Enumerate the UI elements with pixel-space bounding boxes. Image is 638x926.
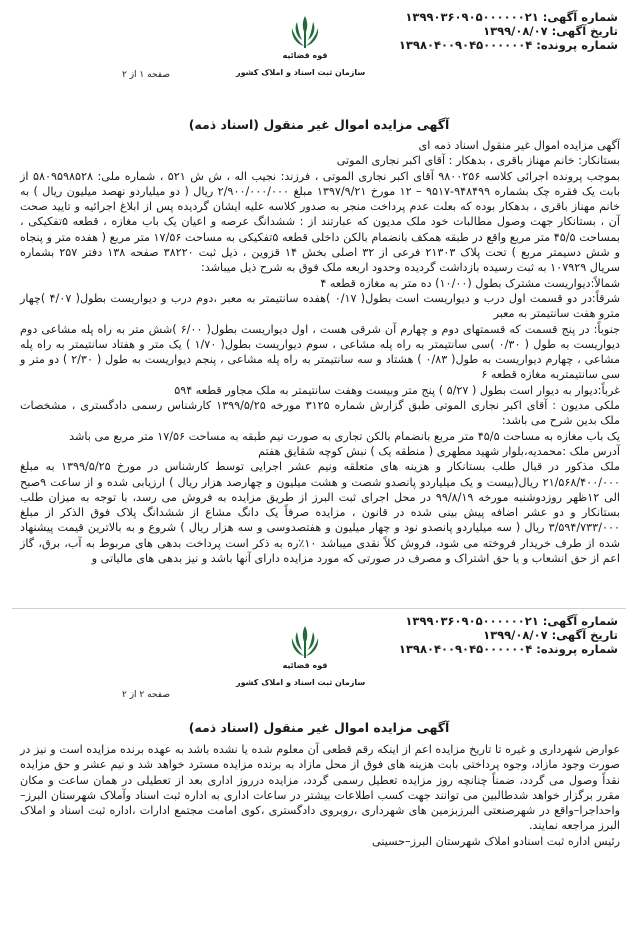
logo-org-name: قوه قضائیه <box>282 51 328 60</box>
notice1-paragraph: بموجب پرونده اجرائی کلاسه ۹۸۰۰۲۵۶ آقای اکبر نجاری الموتی ، فرزند: نجیب اله ، ش ش ۵۲۱ ، شماره ملی: ۵۸۰۹۵۹۸۵۲۸ از بابت یک فقره چک بشماره ۹۴۸۴۹۹-۹۵۱۷ – ۱۲ مورخ ۱۳۹۷/۹/۲۱ مبلغ ۲/۹۰۰/۰۰۰/۰۰۰ ریال ( دو میلیاردو نهصد میلیون ریال ) به خانم مهناز باقری ، بدهکار بوده که بعلت عدم پرداخت منجر به صدور کلاسه علیه ایشان گردیده پس از ابلاغ اجرائیه و تایید صحت آن ، بستانکار جهت وصول مطالبات خود ملک مدیون که عبارتند از : ششدانگ عرصه و اعیان یک باب مغازه ، قطعه ۵تفکیکی ، بمساحت ۴۵/۵ متر مربع واقع در طبقه همکف بانضمام بالکن داخلی قطعه ۵تفکیکی به مساحت ۱۷/۵۶ متر مربع ( هفده متر و پنجاه و شش دسیمتر مربع ) تحت پلاک ۲۱۳۰۳ فرعی از ۳۲ اصلی بخش ۱۴ قزوین ، ذیل ثبت ۳۸۲۲۰ صفحه ۱۳۸ دفتر ۲۵۷ بشماره سریال ۱۰۷۹۲۹ به ثبت رسیده بازداشت گردیده وحدود اربعه ملک فوق به شرح ذیل میباشد: <box>20 169 621 275</box>
notice2-paragraph: عوارض شهرداری و غیره تا تاریخ مزایده اعم از اینکه رقم قطعی آن معلوم شده یا نشده باشد به عهده برنده مزایده است و نیز در صورت وجود مازاد، وجوه پرداختی بابت هزینه های فوق از محل مازاد به برنده مزایده مسترد خواهد شد و نیم عشر و حق مزایده نقداً وصول می گردد، ضمناً چنانچه روز مزایده تعطیل رسمی گردد، مزایده درروز اداری بعد از تعطیلی در همان ساعت و مکان مقرر برگزار خواهد شدطالبین می توانند جهت کسب اطلاعات بیشتر در ساعات اداری به اداره ثبت اسناد وآملاک شهرستان البرز–واحداجرا–واقع در شهرصنعتی البرزبزمین های شهرداری ،روبروی دادگستری ،کوی امامت مجتمع ادارات ،اداره ثبت اسناد و املاک البرز مراجعه نمایند. <box>20 743 620 833</box>
notice-divider <box>12 608 626 609</box>
notice1-paragraph: ملکی مدیون : آقای اکبر نجاری الموتی طبق گزارش شماره ۳۱۲۵ مورخه ۱۳۹۹/۵/۲۵ کارشناس رسمی دادگستری ، مشخصات ملک بدین شرح می باشد: <box>20 399 620 428</box>
notice1-paragraph: آدرس ملک :محمدیه،بلوار شهید مطهری ( منطقه یک ) نبش کوچه شقایق هفتم <box>258 444 620 458</box>
notice2-case-number: شماره پرونده: ۱۳۹۸۰۴۰۰۹۰۴۵۰۰۰۰۰۰۴ <box>398 642 618 656</box>
notice1-paragraph: شمالاً:دیواریست مشترک بطول (۱۰/۰۰) ده متر به مغازه قطعه ۴ <box>320 276 620 290</box>
notice1-meta <box>399 10 618 52</box>
notice1-judiciary-emblem <box>250 14 360 60</box>
notice1-paragraph: ملک مذکور در قبال طلب بستانکار و هزینه های متعلقه ونیم عشر اجرایی توسط کارشناس در مورخ ۱۳۹۹/۵/۲۵ به مبلغ ۲۱/۵۶۸/۴۰۰/۰۰۰ ریال(بیست و یک میلیاردو پانصدو شصت و هشت میلیون و چهارصد هزار ریال ) ارزیابی شده و از ساعت ۹صبح الی ۱۲ظهر روزدوشنبه مورخه ۹۹/۸/۱۹ در محل اجرای ثبت البرز از طریق مزایده به فروش می رسد، با توجه به میزان طلب بستانکار و دو عشر اضافه پیش بینی شده در قانون ، مزایده صرفاً یک دانگ مشاع از ششدانگ پلاک فوق الذکر از مبلغ ۳/۵۹۴/۷۳۳/۰۰۰ ریال ( سه میلیاردو پانصدو نود و چهار میلیون و هفتصدوسی و سه هزار ریال ) شروع و به بالاترین قیمت پیشنهاد شده از طرف خریدار فروخته می شود، فروش کلاً نقدی میباشد ۱۰٪ره به ذکر است پرداخت بدهی های مربوط به آب، برق، گاز اعم از حق انشعاب و یا حق اشتراک و مصرف در صورتی که مورد مزایده دارای آنها باشد و نیز بدهی های مالیاتی و <box>20 460 620 566</box>
emblem-icon <box>288 624 322 660</box>
notice1-paragraph: جنوباً: در پنج قسمت که قسمتهای دوم و چهارم آن شرقی هست ، اول دیواریست بطول( ۶/۰۰ )شش متر به راه پله مشاعی دوم دیواریست به طول ( ۰/۳۰ )سی سانتیمتر به راه پله مشاعی ، سوم دیواریست بطول( ۱/۷۰ ) یک متر و هفتاد سانتیمتر به راه پله مشاعی ، چهارم دیواریست به طول( ۰/۸۳ ) هشتاد و سه سانتیمتر به راه پله مشاعی ، پنجم دیواریست به طول ( ۲/۳۰ ) دو متر و سی سانتیمتربه مغازه قطعه ۶ <box>20 322 621 382</box>
notice1-page-label: صفحه ۱ از ۲ <box>122 70 170 80</box>
notice2-org-fullname: سازمان ثبت اسناد و املاک کشور <box>236 678 366 687</box>
notice1-case-number: شماره پرونده: ۱۳۹۸۰۴۰۰۹۰۴۵۰۰۰۰۰۰۴ <box>398 38 618 52</box>
notice2-signature: رئیس اداره ثبت اسنادو املاک شهرستان البرز–حسینی <box>372 834 620 848</box>
notice1-paragraph: شرقاً:در دو قسمت اول درب و دیواریست است بطول( ۰/۱۷ )هفده سانتیمتر به معبر ،دوم درب و دیواریست بطول( ۴/۰۷ )چهار مترو هفت سانتیمتر به معبر <box>20 291 620 321</box>
notice2-ad-date: تاریخ آگهی: ۱۳۹۹/۰۸/۰۷ <box>483 628 618 642</box>
notice1-org-fullname: سازمان ثبت اسناد و املاک کشور <box>236 68 366 77</box>
emblem-icon <box>288 14 322 50</box>
notice1-body <box>20 138 620 566</box>
notice2-judiciary-emblem <box>250 624 360 670</box>
notice1-paragraph: یک باب مغازه به مساحت ۴۵/۵ متر مربع بانضمام بالکن تجاری به صورت نیم طبقه به مساحت ۱۷/۵۶ متر مربع می باشد <box>69 429 620 443</box>
notice2-body <box>20 742 620 849</box>
logo-org-name: قوه قضائیه <box>282 661 328 670</box>
notice2-page-label: صفحه ۲ از ۲ <box>122 690 170 700</box>
notice2-ad-number: شماره آگهی: ۱۳۹۹۰۳۶۰۹۰۵۰۰۰۰۰۰۲۱ <box>405 614 618 628</box>
notice1-title: آگهی مزایده اموال غیر منقول (اسناد ذمه) <box>188 117 450 132</box>
notice1-ad-date: تاریخ آگهی: ۱۳۹۹/۰۸/۰۷ <box>483 24 618 38</box>
notice2-meta <box>399 614 618 656</box>
notice1-paragraph: آگهی مزایده اموال غیر منقول اسناد ذمه ای <box>418 139 620 152</box>
notice1-ad-number: شماره آگهی: ۱۳۹۹۰۳۶۰۹۰۵۰۰۰۰۰۰۲۱ <box>405 10 618 24</box>
notice2-title: آگهی مزایده اموال غیر منقول (اسناد ذمه) <box>188 720 450 735</box>
notice1-paragraph: بستانکار: خانم مهناز باقری ، بدهکار : آقای اکبر نجاری الموتی <box>336 154 620 168</box>
notice1-paragraph: غرباً:دیوار به دیوار است بطول ( ۵/۲۷ ) پنج متر وبیست وهفت سانتیمتر به ملک مجاور قطعه ۵۹۴ <box>174 383 620 397</box>
